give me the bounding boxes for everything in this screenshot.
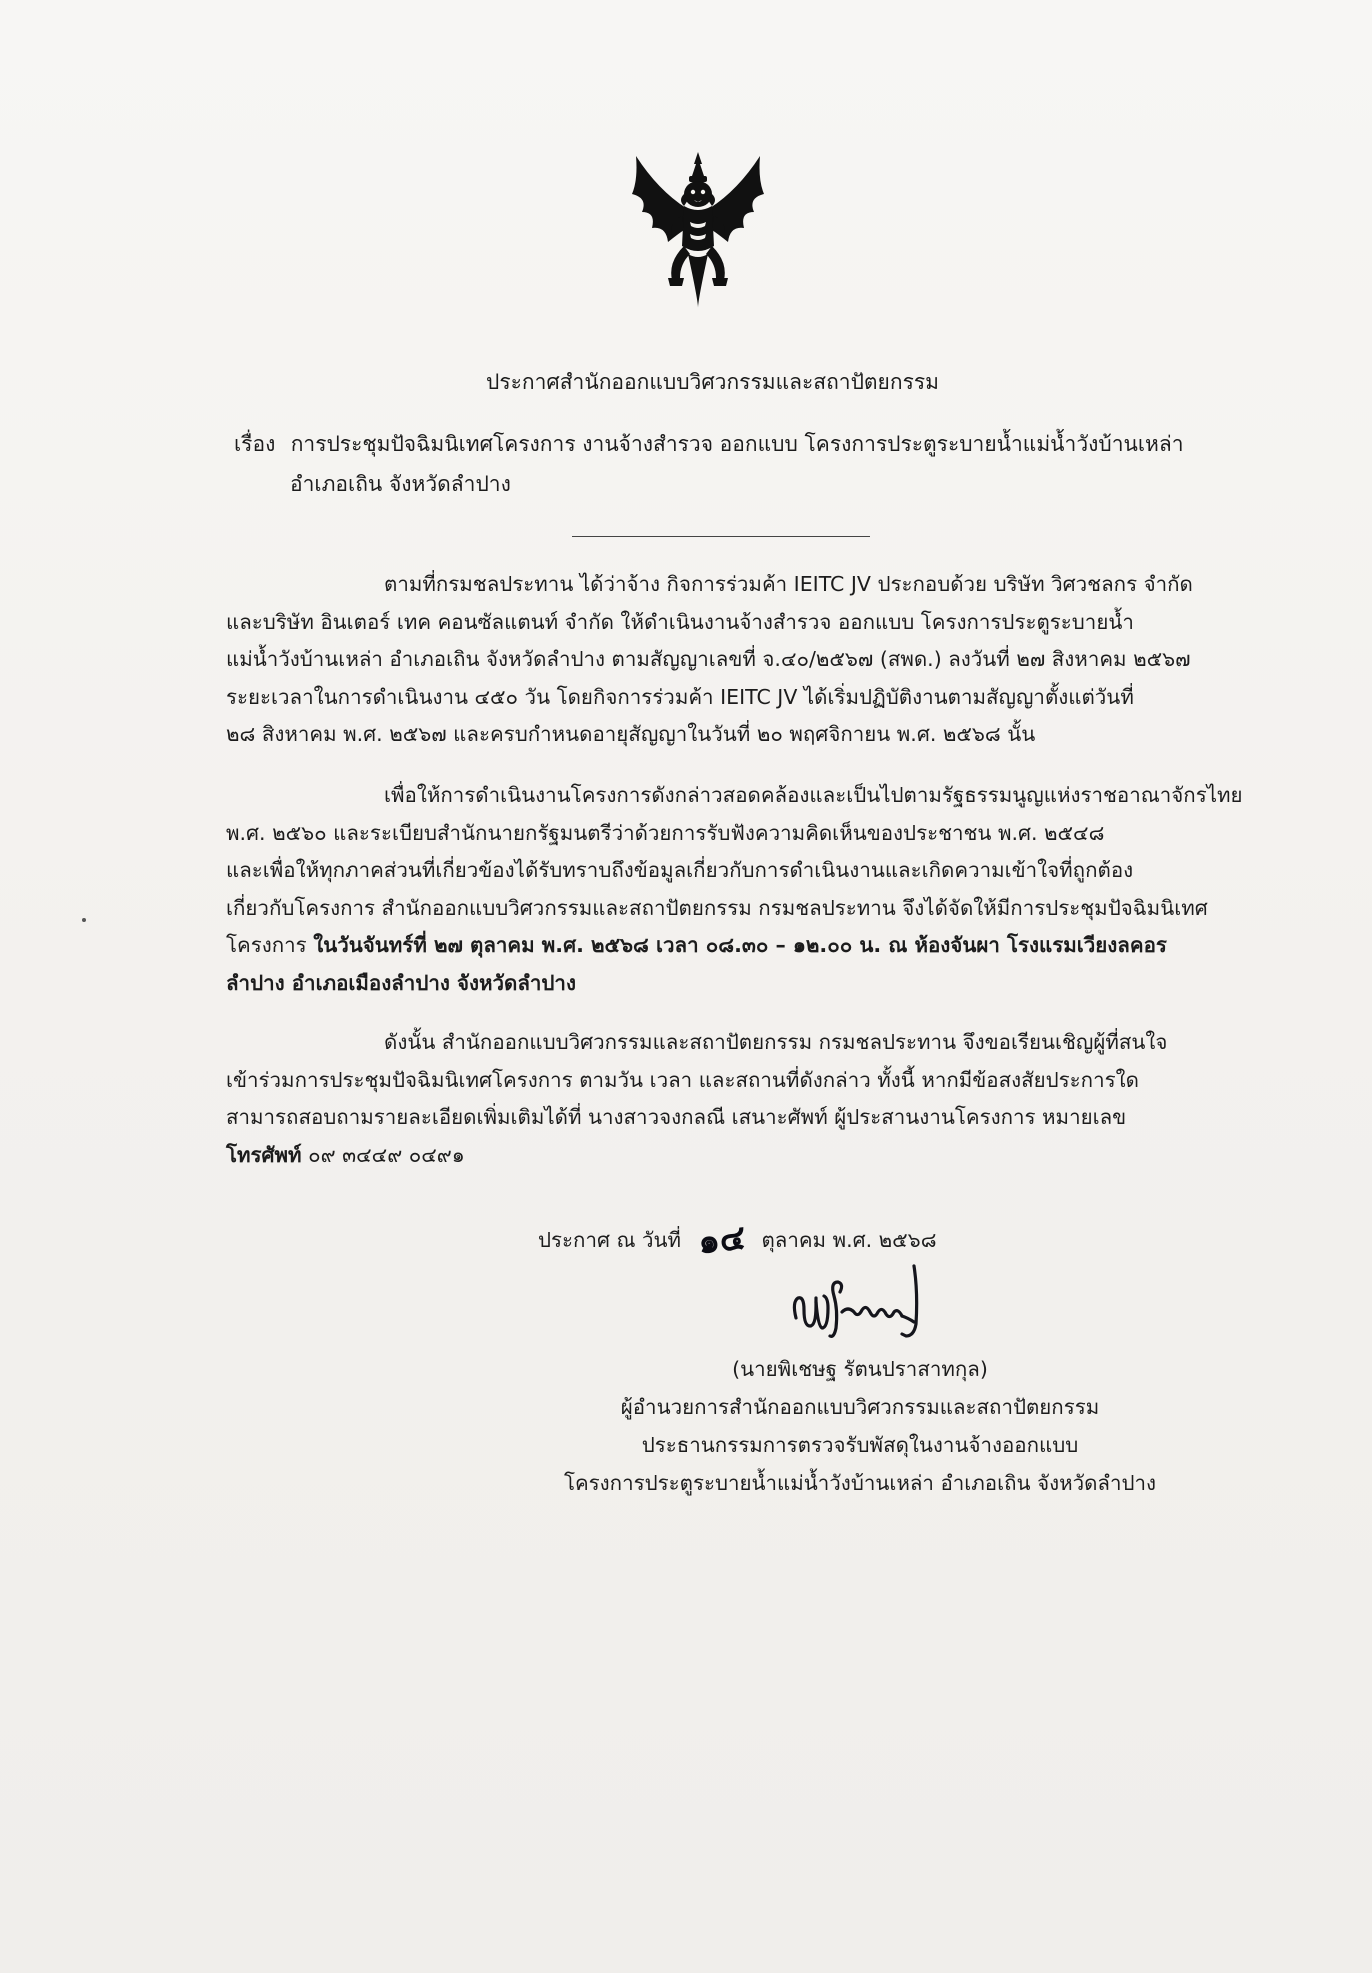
paragraph-3-line — [226, 1137, 1216, 1175]
paragraph-1-line: ตามที่กรมชลประทาน ได้ว่าจ้าง กิจการร่วมค้า IEITC JV ประกอบด้วย บริษัท วิศวชลกร จำกัด — [384, 572, 1193, 596]
garuda-emblem-icon — [628, 150, 768, 310]
subject-text: การประชุมปัจฉิมนิเทศโครงการ งานจ้างสำรวจ ออกแบบ โครงการประตูระบายน้ำแม่น้ำวังบ้านเหล่า — [290, 432, 1184, 456]
date-day-handwritten: ๑๔ — [695, 1217, 747, 1263]
paragraph-1-line: และบริษัท อินเตอร์ เทค คอนซัลแตนท์ จำกัด ให้ดำเนินงานจ้างสำรวจ ออกแบบ โครงการประตูระบายน้ำ — [226, 609, 1134, 634]
meeting-datetime-venue: ในวันจันทร์ที่ ๒๗ ตุลาคม พ.ศ. ๒๕๖๘ เวลา ๐๘.๓๐ – ๑๒.๐๐ น. ณ ห้องจันผา โรงแรมเวียงลคอร — [313, 933, 1167, 957]
subject-line-2: อำเภอเถิน จังหวัดลำปาง — [290, 472, 511, 496]
paragraph-3-line: เข้าร่วมการประชุมปัจฉิมนิเทศโครงการ ตามวัน เวลา และสถานที่ดังกล่าว ทั้งนี้ หากมีข้อสงสัยประการใด — [226, 1067, 1139, 1092]
paragraph-2-line: พ.ศ. ๒๕๖๐ และระเบียบสำนักนายกรัฐมนตรีว่าด้วยการรับฟังความคิดเห็นของประชาชน พ.ศ. ๒๕๔๘ — [226, 820, 1105, 845]
handwritten-signature — [782, 1262, 942, 1356]
date-prefix: ประกาศ ณ วันที่ — [538, 1228, 682, 1252]
paragraph-1-line: ระยะเวลาในการดำเนินงาน ๔๕๐ วัน โดยกิจการร่วมค้า IEITC JV ได้เริ่มปฏิบัติงานตามสัญญาตั้งแต่วันที่ — [226, 684, 1134, 709]
paragraph-1 — [226, 566, 1216, 754]
paragraph-1-line: แม่น้ำวังบ้านเหล่า อำเภอเถิน จังหวัดลำปาง ตามสัญญาเลขที่ จ.๔๐/๒๕๖๗ (สพด.) ลงวันที่ ๒๗ สิงหาคม ๒๕๖๗ — [226, 647, 1191, 671]
separator-line — [572, 536, 870, 537]
subject-line-1 — [234, 424, 1194, 464]
signatory-position-3: โครงการประตูระบายน้ำแม่น้ำวังบ้านเหล่า อำเภอเถิน จังหวัดลำปาง — [563, 1471, 1157, 1495]
paragraph-2-line: เพื่อให้การดำเนินงานโครงการดังกล่าวสอดคล้องและเป็นไปตามรัฐธรรมนูญแห่งราชอาณาจักรไทย — [384, 783, 1243, 807]
announcement-title: ประกาศสำนักออกแบบวิศวกรรมและสถาปัตยกรรม — [486, 370, 939, 394]
announcement-date — [538, 1208, 937, 1262]
signatory-name: (นายพิเชษฐ รัตนปราสาทกุล) — [732, 1357, 988, 1381]
signatory-block — [540, 1350, 1180, 1502]
meeting-location: ลำปาง อำเภอเมืองลำปาง จังหวัดลำปาง — [226, 970, 576, 995]
paragraph-3-line: ดังนั้น สำนักออกแบบวิศวกรรมและสถาปัตยกรรม กรมชลประทาน จึงขอเรียนเชิญผู้ที่สนใจ — [384, 1030, 1168, 1054]
paragraph-2-line: และเพื่อให้ทุกภาคส่วนที่เกี่ยวข้องได้รับทราบถึงข้อมูลเกี่ยวกับการดำเนินงานและเกิดความเข้าใจที่ถูกต้อง — [226, 858, 1134, 882]
paragraph-2-line: เกี่ยวกับโครงการ สำนักออกแบบวิศวกรรมและสถาปัตยกรรม กรมชลประทาน จึงได้จัดให้มีการประชุมปัจฉิมนิเทศ — [226, 895, 1208, 920]
signatory-position-1: ผู้อำนวยการสำนักออกแบบวิศวกรรมและสถาปัตยกรรม — [620, 1395, 1100, 1419]
paragraph-2-line — [226, 927, 1216, 965]
paragraph-3 — [226, 1024, 1216, 1174]
paragraph-3-line: สามารถสอบถามรายละเอียดเพิ่มเติมได้ที่ นางสาวจงกลณี เสนาะศัพท์ ผู้ประสานงานโครงการ หมายเลข — [226, 1105, 1127, 1129]
meeting-prefix: โครงการ — [226, 933, 307, 957]
subject-label: เรื่อง — [234, 432, 276, 456]
date-month-year: ตุลาคม พ.ศ. ๒๕๖๘ — [761, 1228, 937, 1252]
subject-block — [234, 424, 1194, 504]
signatory-position-2: ประธานกรรมการตรวจรับพัสดุในงานจ้างออกแบบ — [641, 1433, 1079, 1457]
paragraph-2 — [226, 777, 1243, 1002]
phone-number: ๐๙ ๓๔๔๙ ๐๔๙๑ — [308, 1142, 465, 1167]
paper-speck — [82, 918, 86, 922]
paragraph-1-line: ๒๘ สิงหาคม พ.ศ. ๒๕๖๗ และครบกำหนดอายุสัญญาในวันที่ ๒๐ พฤศจิกายน พ.ศ. ๒๕๖๘ นั้น — [226, 722, 1036, 746]
phone-label: โทรศัพท์ — [226, 1142, 302, 1167]
